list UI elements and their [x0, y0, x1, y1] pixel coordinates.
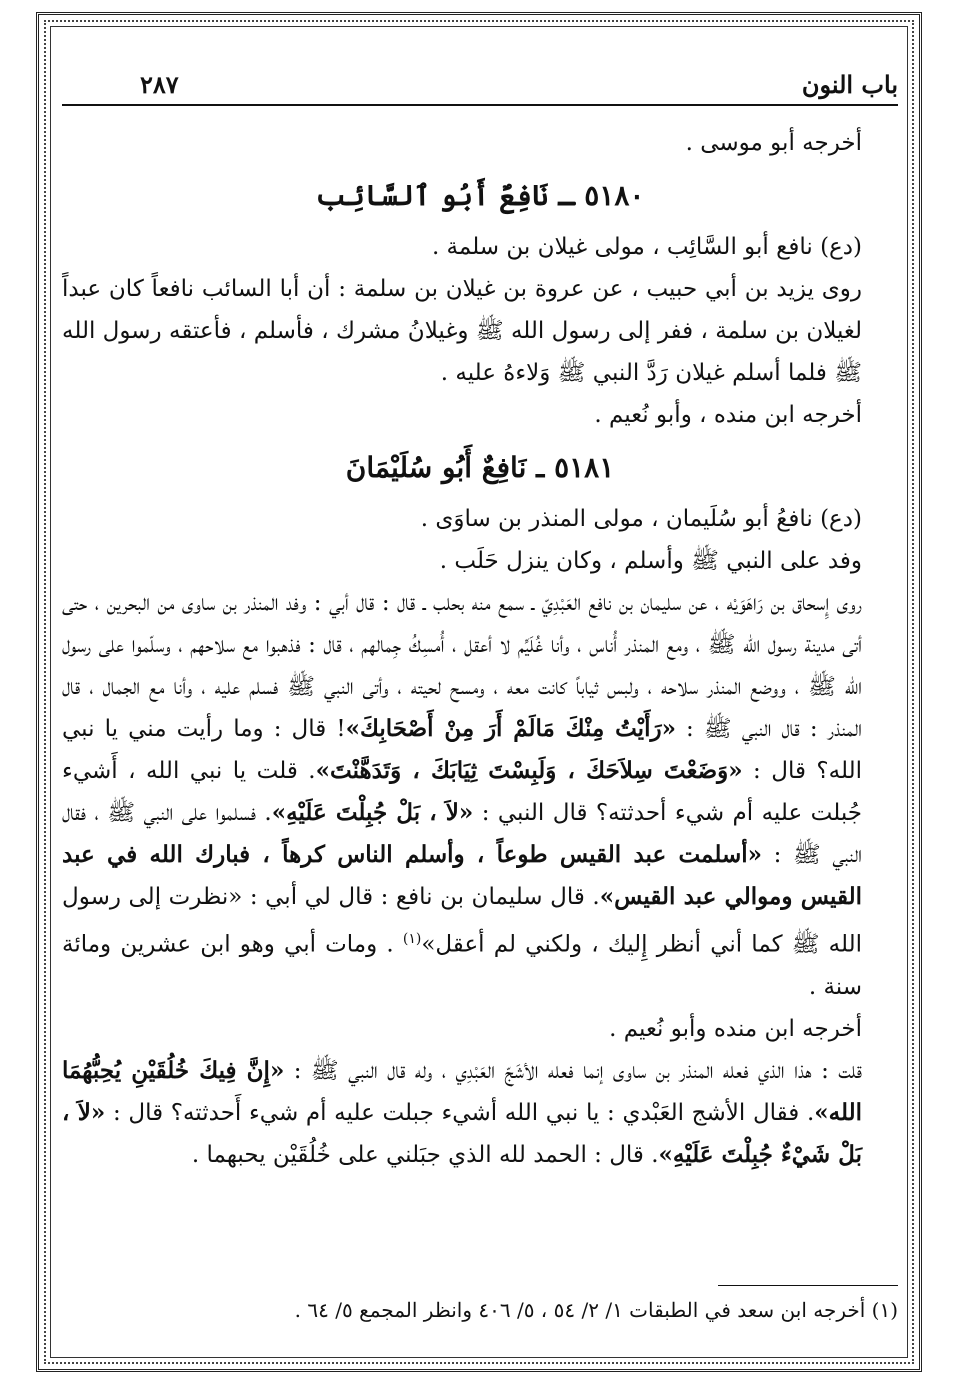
page-number: ٢٨٧: [140, 70, 179, 99]
entry-heading-5181: ٥١٨١ ـ نَافِعٌ أَبُو سُلَيْمَانَ: [345, 451, 615, 484]
footnote: (١) أخرجه ابن سعد في الطبقات ١/ ٢/ ٥٤ ، ٥/ ٤٠٦ وانظر المجمع ٥/ ٦٤ .: [294, 1298, 898, 1322]
hadith-quote: «لاَ ، بَلْ شَيْءٌ جُبِلْتَ عَلَيْهِ»: [62, 1098, 862, 1168]
entry-5181-intro: (دع) نافعُ أبو سُلَيمان ، مولى المنذر بن ساوَى .: [420, 506, 862, 532]
page-body: [62, 122, 898, 1176]
entry-5180-intro: (دع) نافع أبو السَّائِب ، مولى غيلان بن سلمة .: [431, 234, 862, 260]
entry-5180-narration: روى يزيد بن أبي حبيب ، عن عروة بن غيلان بن سلمة : أن أبا السائب نافعاً كان عبداً لغيلان بن سلمة ، ففر إلى رسول الله ﷺ وغيلانُ مشرك ، فأسلم ، فأعتقه رسول الله ﷺ فلما أسلم غيلان رَدَّ النبي ﷺ وَلاءهُ عليه .: [62, 276, 862, 386]
entry-5181-comment: قلت : هذا الذي فعله المنذر بن ساوى إنما فعله الأشَجّ العَبْدِي ، وله قال النبي ﷺ : «إِنَّ فِيكَ خُلُقَيْنِ يُحِبُّهُمَا الله». فقال الأشج العَبْدي : يا نبي الله أشيء جبلت عليه أم شيء أَحدثته؟ قال : «لاَ ، بَلْ شَيْءٌ جُبِلْتَ عَلَيْهِ». قال : الحمد لله الذي جبَلني على خُلُقَيْن يحبهما .: [62, 1056, 862, 1168]
page-header: [62, 60, 898, 106]
hadith-quote: «وَضَعْتَ سِلاَحَكَ ، وَلَبِسْتَ ثِيَابَكَ ، وَتَدَهَّنْتَ»: [315, 757, 743, 784]
footnote-divider: [718, 1285, 898, 1286]
hadith-quote: «أسلمت عبد القيس طوعاً ، وأسلم الناس كرهاً ، فبارك الله في عبد القيس وموالي عبد القيس»: [62, 841, 862, 910]
entry-heading-5180: ٥١٨٠ ـ نَافِعٌ أَبُو ٱلسَّائِب: [315, 179, 645, 212]
entry-5180-takhrij: أخرجه ابن منده ، وأبو نُعيم .: [594, 402, 862, 428]
chapter-title: باب النون: [801, 70, 898, 99]
hadith-quote: «إِنَّ فِيكَ خُلُقَيْنِ يُحِبُّهُمَا الله»: [62, 1056, 862, 1126]
footnote-reference: (١): [402, 931, 422, 947]
entry-5181-takhrij: أخرجه ابن منده وأبو نُعيم .: [609, 1015, 862, 1042]
hadith-quote: «لاَ ، بَلْ جُبِلْتَ عَلَيْهِ»: [271, 799, 474, 826]
entry-5181-narration: روى إِسحاق بن رَاهَوَيْه ، عن سليمان بن نافع العَبْدِيّ ـ سمع منه بحلب ـ قال : قال أبي : وفد المنذر بن ساوى من البحرين ، حتى أتى مدينة رسول الله ﷺ ، ومع المنذر أُناس ، وأنا غُلَيِّم لا أعقل ، أُمسِكُ جِمالهم ، قال : فذهبوا مع سلاحهم ، وسلّموا على رسول الله ﷺ ، ووضع المنذر سلاحه ، ولبس ثياباً كانت معه ، ومسح لحيته ، وأتى النبي ﷺ فسلم عليه ، وأنا مع الجمال ، قال المنذر : قال النبي ﷺ : «رَأَيْتُ مِنْكَ مَالَمْ أَرَ مِنْ أَصْحَابِكَ»! قال : وما رأيت مني يا نبي الله؟ قال : «وَضَعْتَ سِلاَحَكَ ، وَلَبِسْتَ ثِيَابَكَ ، وَتَدَهَّنْتَ». قلت يا نبي الله ، أَشيء جُبلت عليه أم شيء أحدثته؟ قال النبي : «لاَ ، بَلْ جُبِلْتَ عَلَيْهِ». فسلموا على النبي ﷺ ، فقال النبي ﷺ : «أسلمت عبد القيس طوعاً ، وأسلم الناس كرهاً ، فبارك الله في عبد القيس وموالي عبد القيس». قال سليمان بن نافع : قال لي أبي : «نظرت إلى رسول الله ﷺ كما أني أنظر إِليك ، ولكني لم أعقل»$^{(١)}$ . ومات أبي وهو ابن عشرين ومائة سنة .: [62, 590, 862, 1000]
paragraph-takhrij-prev: أخرجه أبو موسى .: [685, 130, 862, 156]
hadith-quote: «رَأَيْتُ مِنْكَ مَالَمْ أَرَ مِنْ أَصْحَابِكَ»: [345, 715, 676, 742]
page: [62, 60, 898, 1350]
entry-5181-visit: وفد على النبي ﷺ وأسلم ، وكان ينزل حَلَب .: [439, 548, 862, 574]
